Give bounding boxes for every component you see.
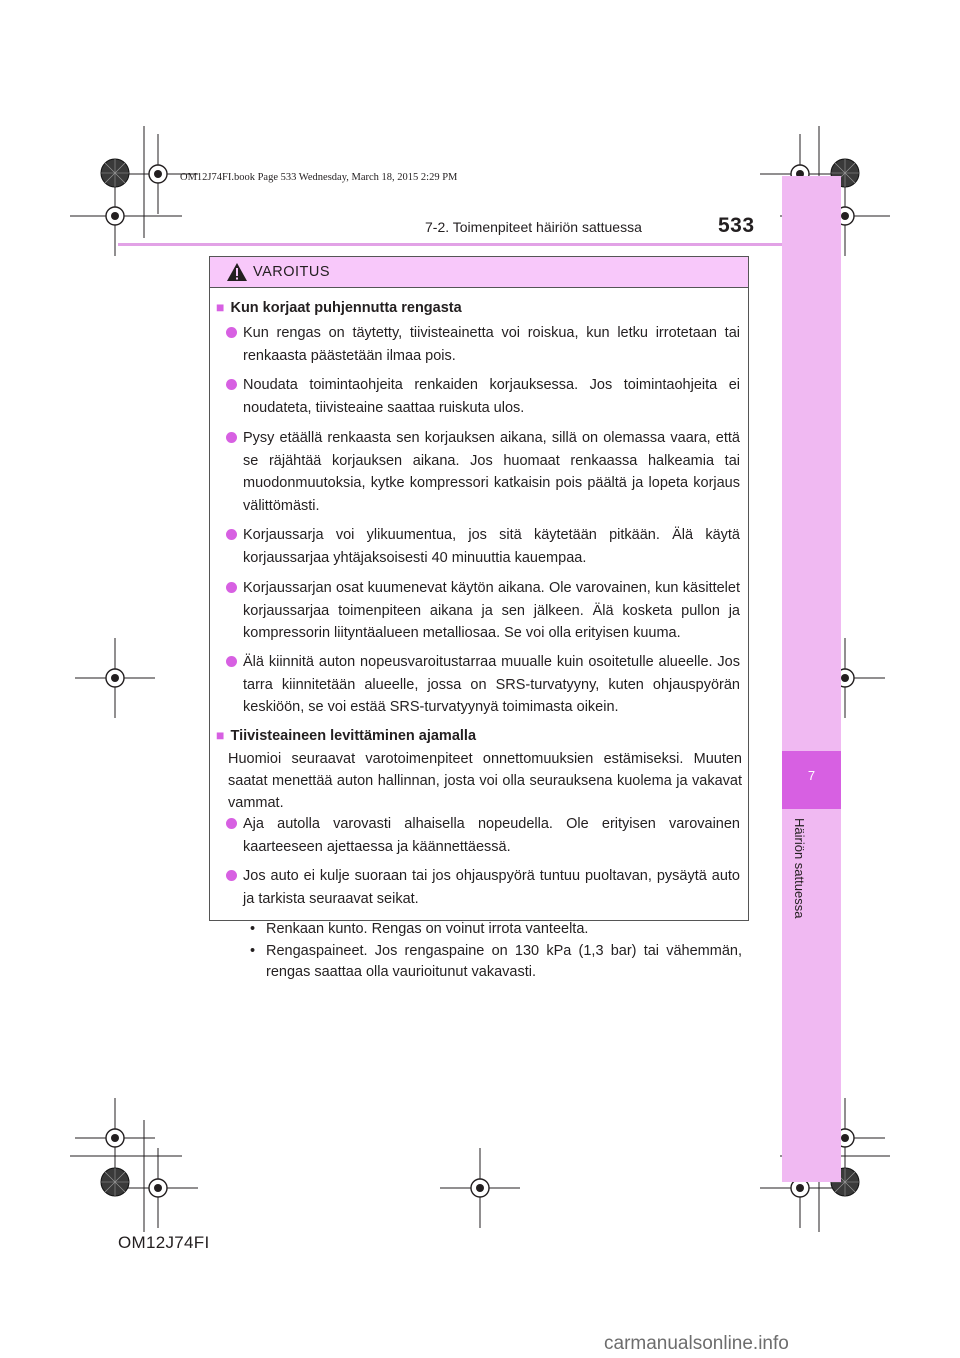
watermark: carmanualsonline.info <box>604 1333 789 1354</box>
list-item: Pysy etäällä renkaasta sen korjauksen aikana, sillä on olemassa vaara, että se räjähtää korjauksen aikana. Jos huomaat renkaassa halkeamia tai muodonmuutoksia, kytke kompressori katkaisin pois päältä ja lopeta korjaus välittömästi. <box>226 427 740 517</box>
manual-code: OM12J74FI <box>118 1233 210 1252</box>
list-item: Korjaussarjan osat kuumenevat käytön aikana. Ole varovainen, kun käsittelet korjaussarjaa toimenpiteen aikana ja sen jälkeen. Älä kosketa pullon ja kompressorin liityntäalueen metalliosaa. Se voi olla erityisen kuuma. <box>226 577 740 645</box>
round-bullet-icon <box>226 870 237 881</box>
list-item: Aja autolla varovasti alhaisella nopeudella. Ole erityisen varovainen kaarteeseen ajettaessa ja käännettäessä. <box>226 813 740 858</box>
square-bullet-icon: ■ <box>216 727 225 743</box>
round-bullet-icon <box>226 432 237 443</box>
book-info-line: OM12J74FI.book Page 533 Wednesday, March 18, 2015 2:29 PM <box>180 172 458 183</box>
section-heading: ■ Kun korjaat puhjennutta rengasta <box>216 299 462 316</box>
round-bullet-icon <box>226 379 237 390</box>
list-item: Noudata toimintaohjeita renkaiden korjauksessa. Jos toimintaohjeita ei noudateta, tiivisteaine saattaa ruiskuta ulos. <box>226 374 740 419</box>
list-item: Korjaussarja voi ylikuumentua, jos sitä käytetään pitkään. Älä käytä korjaussarjaa yhtäjaksoisesti 40 minuuttia kauempaa. <box>226 524 740 569</box>
warning-box <box>209 256 749 980</box>
section-heading: ■ Tiivisteaineen levittäminen ajamalla <box>216 727 477 744</box>
round-bullet-icon <box>226 818 237 829</box>
page-number: 533 <box>718 214 755 237</box>
list-item: Kun rengas on täytetty, tiivisteainetta voi roiskua, kun letku irrotetaan tai renkaasta päästetään ilmaa pois. <box>226 322 740 367</box>
header-rule <box>118 243 782 246</box>
round-bullet-icon <box>226 529 237 540</box>
chapter-number: 7 <box>807 768 816 783</box>
round-bullet-icon <box>226 656 237 667</box>
sub-list-item: • Renkaan kunto. Rengas on voinut irrota vanteelta. <box>250 921 589 937</box>
section-intro: Huomioi seuraavat varotoimenpiteet onnettomuuksien estämiseksi. Muuten saatat menettää auton hallinnan, josta voi olla seurauksena kuolema ja vakavat vammat. <box>228 751 742 811</box>
round-bullet-icon <box>226 327 237 338</box>
list-item: Älä kiinnitä auton nopeusvaroitustarraa muualle kuin osoitetulle alueelle. Jos tarra kiinnitetään alueelle, jossa on SRS-turvatyyny, kuten ohjauspyörän keskiöön, se voi estää SRS-turvatyynyä toimimasta oikein. <box>226 651 740 719</box>
chapter-label: Häiriön sattuessa <box>792 818 807 919</box>
chapter-side-strip <box>782 176 841 1182</box>
warning-header <box>210 257 748 288</box>
section-title: 7-2. Toimenpiteet häiriön sattuessa <box>425 219 642 235</box>
warning-title: VAROITUS <box>253 264 331 280</box>
list-item: Jos auto ei kulje suoraan tai jos ohjauspyörä tuntuu puoltavan, pysäytä auto ja tarkista seuraavat seikat. <box>226 865 740 910</box>
round-bullet-icon <box>226 582 237 593</box>
warning-triangle-icon <box>226 262 248 282</box>
sub-list-item: • Rengaspaineet. Jos rengaspaine on 130 kPa (1,3 bar) tai vähemmän, rengas saattaa olla vaurioitunut vakavasti. <box>250 943 742 980</box>
square-bullet-icon: ■ <box>216 299 225 315</box>
